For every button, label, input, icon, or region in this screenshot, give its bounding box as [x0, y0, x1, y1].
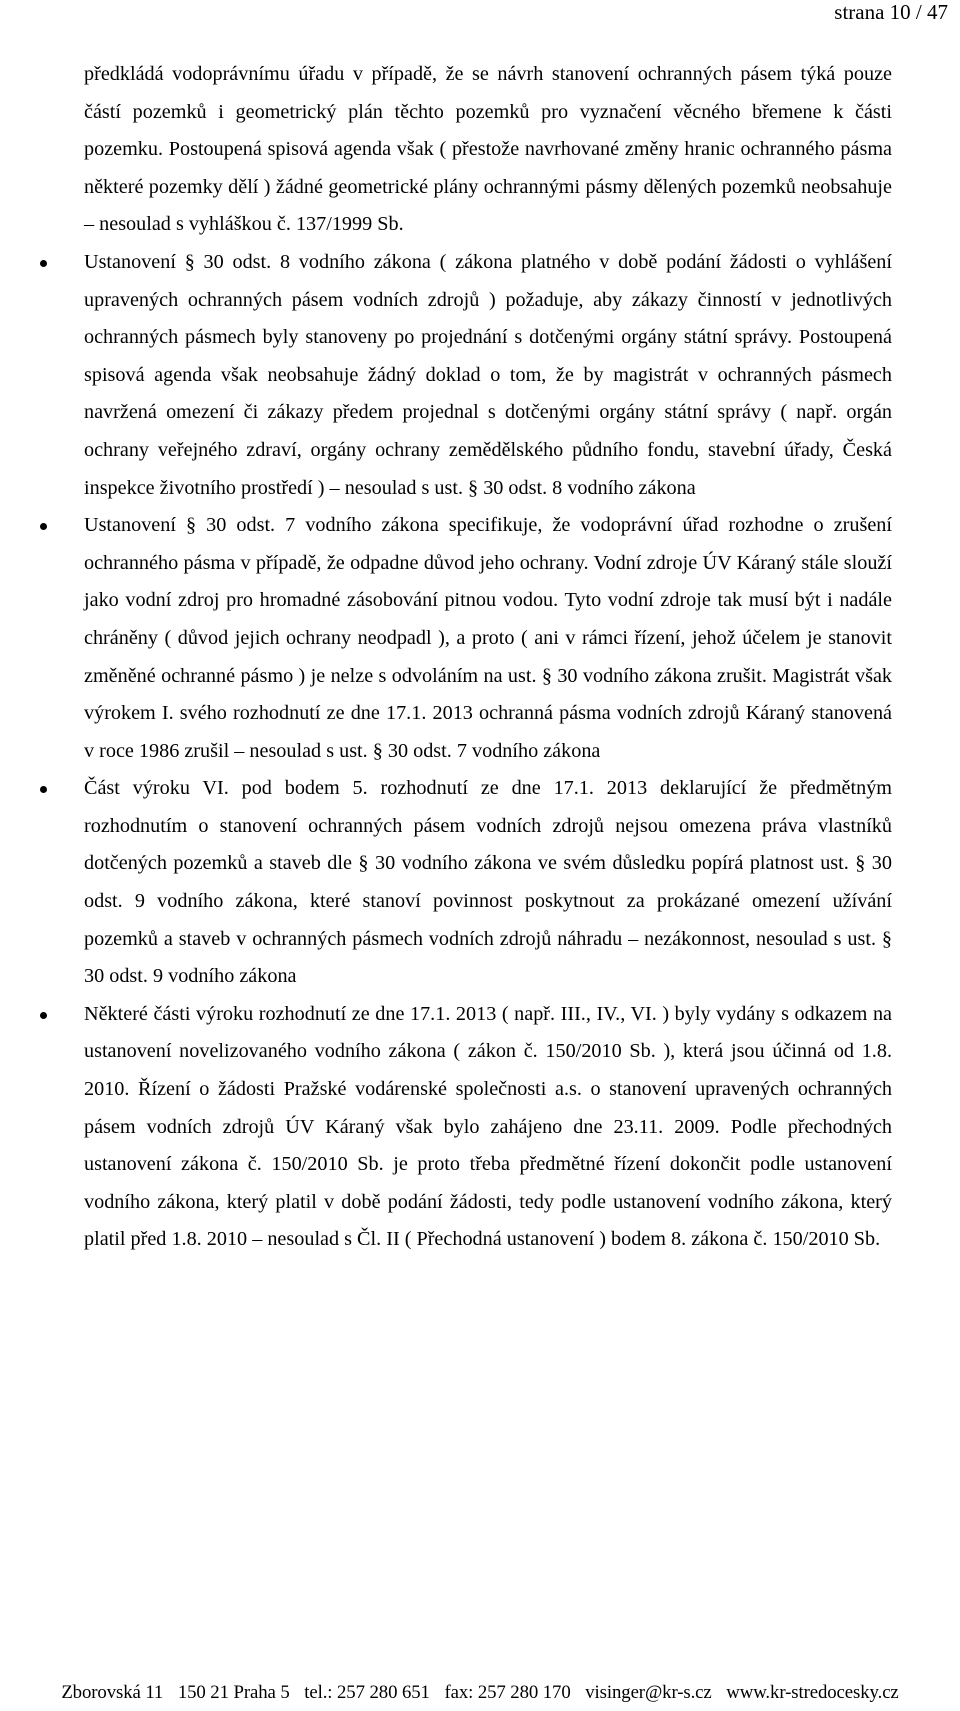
bullet-icon: [40, 786, 47, 793]
footer-web: www.kr-stredocesky.cz: [726, 1682, 899, 1703]
footer-postal: 150 21 Praha 5: [177, 1682, 290, 1703]
footer-fax: fax: 257 280 170: [444, 1682, 571, 1703]
bullet-item: [84, 507, 892, 770]
bullet-item-text: Ustanovení § 30 odst. 8 vodního zákona ( zákona platného v době podání žádosti o vyhlášení upravených ochranných pásem vodních zdrojů ) požaduje, aby zákazy činností v jednotlivých ochranných pásmech byly stanoveny po projednání s dotčenými orgány státní správy. Postoupená spisová agenda však neobsahuje žádný doklad o tom, že by magistrát v ochranných pásmech navržená omezení či zákazy předem projednal s dotčenými orgány státní správy ( např. orgán ochrany veřejného zdraví, orgány ochrany zemědělského půdního fondu, stavební úřady, Česká inspekce životního prostředí ) – nesoulad s ust. § 30 odst. 8 vodního zákona: [84, 250, 892, 499]
page-footer: [0, 1682, 960, 1704]
page-number: strana 10 / 47: [834, 0, 948, 24]
bullet-icon: [40, 1012, 47, 1019]
bullet-icon: [40, 523, 47, 530]
bullet-item: [84, 244, 892, 507]
intro-paragraph-text: předkládá vodoprávnímu úřadu v případě, že se návrh stanovení ochranných pásem týká pouze částí pozemků i geometrický plán těchto pozemků pro vyznačení věcného břemene k části pozemku. Postoupená spisová agenda však ( přestože navrhované změny hranic ochranného pásma některé pozemky dělí ) žádné geometrické plány ochrannými pásmy dělených pozemků neobsahuje – nesoulad s vyhláškou č. 137/1999 Sb.: [84, 63, 892, 236]
footer-tel: tel.: 257 280 651: [304, 1682, 430, 1703]
footer-email: visinger@kr-s.cz: [585, 1682, 712, 1703]
document-body: [84, 56, 892, 1259]
bullet-item-text: Ustanovení § 30 odst. 7 vodního zákona specifikuje, že vodoprávní úřad rozhodne o zrušení ochranného pásma v případě, že odpadne důvod jeho ochrany. Vodní zdroje ÚV Káraný stále slouží jako vodní zdroj pro hromadné zásobování pitnou vodou. Tyto vodní zdroje tak musí být i nadále chráněny ( důvod jejich ochrany neodpadl ), a proto ( ani v rámci řízení, jehož účelem je stanovit změněné ochranné pásmo ) je nelze s odvoláním na ust. § 30 vodního zákona zrušit. Magistrát však výrokem I. svého rozhodnutí ze dne 17.1. 2013 ochranná pásma vodních zdrojů Káraný stanovená v roce 1986 zrušil – nesoulad s ust. § 30 odst. 7 vodního zákona: [84, 514, 892, 762]
footer-address: Zborovská 11: [61, 1682, 164, 1703]
bullet-item-text: Některé části výroku rozhodnutí ze dne 17.1. 2013 ( např. III., IV., VI. ) byly vydány s odkazem na ustanovení novelizovaného vodního zákona ( zákon č. 150/2010 Sb. ), která jsou účinná od 1.8. 2010. Řízení o žádosti Pražské vodárenské společnosti a.s. o stanovení upravených ochranných pásem vodních zdrojů ÚV Káraný však bylo zahájeno dne 23.11. 2009. Podle přechodných ustanovení zákona č. 150/2010 Sb. je proto třeba předmětné řízení dokončit podle ustanovení vodního zákona, který platil v době podání žádosti, tedy podle ustanovení vodního zákona, který platil před 1.8. 2010 – nesoulad s Čl. II ( Přechodná ustanovení ) bodem 8. zákona č. 150/2010 Sb.: [84, 1002, 892, 1251]
bullet-item-text: Část výroku VI. pod bodem 5. rozhodnutí ze dne 17.1. 2013 deklarující že předmětným rozhodnutím o stanovení ochranných pásem vodních zdrojů nejsou omezena práva vlastníků dotčených pozemků a staveb dle § 30 vodního zákona ve svém důsledku popírá platnost ust. § 30 odst. 9 vodního zákona, které stanoví povinnost poskytnout za prokázané omezení užívání pozemků a staveb v ochranných pásmech vodních zdrojů náhradu – nezákonnost, nesoulad s ust. § 30 odst. 9 vodního zákona: [84, 777, 892, 988]
bullet-icon: [40, 260, 47, 267]
intro-paragraph: [84, 56, 892, 244]
bullet-item: [84, 770, 892, 996]
bullet-item: [84, 996, 892, 1259]
